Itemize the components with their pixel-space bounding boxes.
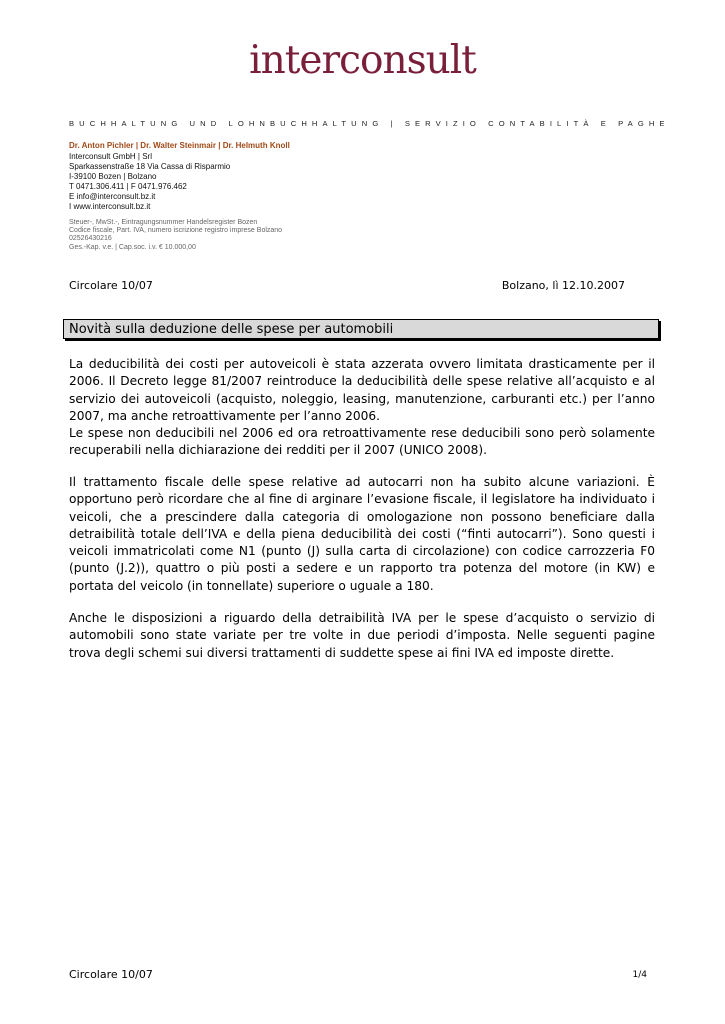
body-paragraph-1	[69, 356, 655, 460]
registration-info	[69, 219, 282, 252]
circular-number: Circolare 10/07	[69, 279, 153, 292]
company-address	[69, 152, 230, 212]
body-paragraph-2	[69, 474, 655, 595]
address-line: I www.interconsult.bz.it	[69, 202, 151, 211]
address-line: Sparkassenstraße 18 Via Cassa di Risparmio	[69, 162, 231, 171]
paragraph-text: Il trattamento fiscale delle spese relative ad autocarri non ha subito alcune variazioni. È opportuno però ricordare che al fine di arginare l’evasione fiscale, il legislatore ha individuato i veicoli, che a prescindere dalla categoria di omologazione non possono beneficiare dalla detraibilità totale dell’IVA e della piena deducibilità dei costi (“finti autocarri”). Sono questi i veicoli immatricolati come N1 (punto (J) sulla carta di circolazione) con codice carrozzeria F0 (punto (J.2)), quattro o più posti a sedere e un rapporto tra potenza del motore (in KW) e portata del veicolo (in tonnellate) superiore o uguale a 180.	[69, 475, 655, 593]
company-logo: interconsult	[249, 38, 476, 83]
registration-line: 02526430216	[69, 235, 112, 243]
place-date: Bolzano, lì 12.10.2007	[501, 279, 625, 292]
address-line: T 0471.306.411 | F 0471.976.462	[69, 182, 187, 191]
registration-line: Codice fiscale, Part. IVA, numero iscrizione registro imprese Bolzano	[69, 227, 283, 235]
company-tagline: BUCHHALTUNG UND LOHNBUCHHALTUNG | SERVIZIO CONTABILITÀ E PAGHE	[69, 119, 670, 128]
body-paragraph-3	[69, 610, 655, 662]
page-number: 1/4	[632, 970, 647, 980]
paragraph-text: Anche le disposizioni a riguardo della detraibilità IVA per le spese d’acquisto o servizio di automobili sono state variate per tre volte in due periodi d’imposta. Nelle seguenti pagine trova degli schemi sui diversi trattamenti di suddette spese ai fini IVA ed imposte dirette.	[69, 611, 655, 660]
registration-line: Ges.-Kap. v.e. | Cap.soc. i.v. € 10.000,00	[69, 243, 196, 251]
paragraph-text: Le spese non deducibili nel 2006 ed ora retroattivamente rese deducibili sono però solamente recuperabili nella dichiarazione dei redditi per il 2007 (UNICO 2008).	[69, 426, 655, 458]
address-line: E info@interconsult.bz.it	[69, 192, 156, 201]
registration-line: Steuer-, MwSt.-, Eintragungsnummer Handelsregister Bozen	[69, 219, 258, 226]
paragraph-text: La deducibilità dei costi per autoveicoli è stata azzerata ovvero limitata drasticamente per il 2006. Il Decreto legge 81/2007 reintroduce la deducibilità delle spese relative all’acquisto e al servizio dei autoveicoli (acquisto, noleggio, leasing, manutenzione, carburanti etc.) per l’anno 2007, ma anche retroattivamente per l’anno 2006.	[69, 357, 655, 423]
subject-heading: Novità sulla deduzione delle spese per automobili	[63, 319, 659, 339]
footer-circular: Circolare 10/07	[69, 968, 153, 981]
partner-names: Dr. Anton Pichler | Dr. Walter Steinmair | Dr. Helmuth Knoll	[69, 141, 290, 150]
address-line: Interconsult GmbH | Srl	[69, 152, 152, 161]
address-line: I-39100 Bozen | Bolzano	[69, 172, 157, 181]
